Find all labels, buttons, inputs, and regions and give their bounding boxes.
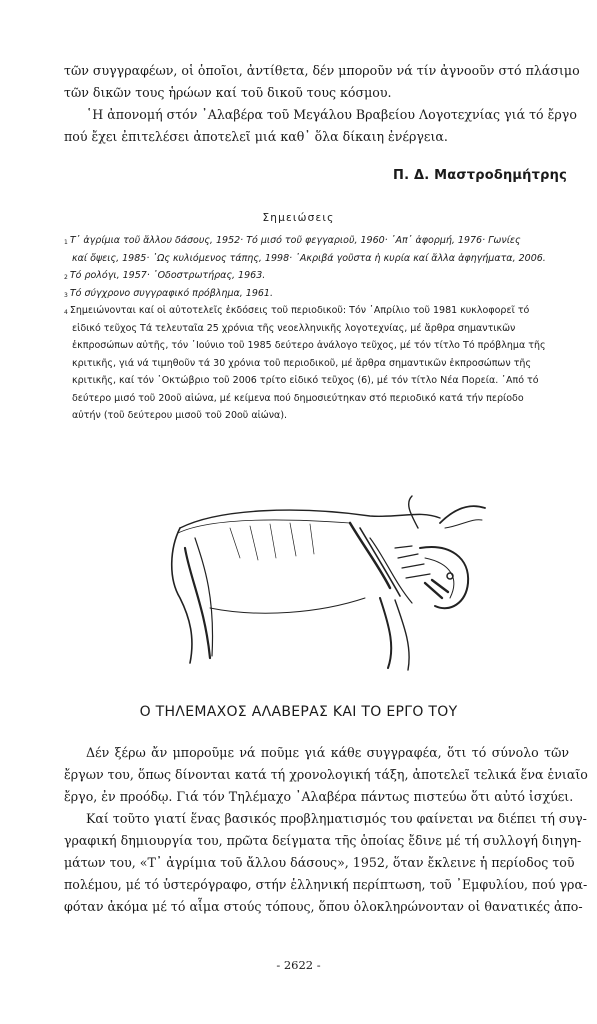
main-paragraph-2 bbox=[64, 808, 588, 918]
page-number: - 2622 - bbox=[276, 958, 321, 972]
footnote-text: Τ᾿ ἀγρίμια τοῦ ἄλλου δάσους, 1952· Τό μισό τοῦ φεγγαριοῦ, 1960· ᾿Απ᾿ ἀφορμή, 1976· Γωνίες bbox=[69, 235, 521, 246]
footnote-text: καί ὄψεις, 1985· ῾Ως κυλιόμενος τάπης, 1998· ᾿Ακριβά γοῦστα ἡ κυρία καί ἄλλα ἀφηγήματα, 2006. bbox=[72, 252, 546, 264]
text-line: τῶν δικῶν τους ἡρώων καί τοῦ δικοῦ τους κόσμου. bbox=[64, 85, 392, 100]
footnote-text: Σημειώνονται καί οἱ αὐτοτελεῖς ἐκδόσεις τοῦ περιοδικοῦ: Τόν ᾿Απρίλιο τοῦ 1981 κυκλοφορεῖ τό bbox=[69, 305, 530, 316]
footnote-line: κριτικῆς, γιά νά τιμηθοῦν τά 30 χρόνια τοῦ περιοδικοῦ, μέ ἄρθρα σημαντικῶν ἐκπροσώπων τῆς bbox=[72, 357, 532, 369]
footnote-number: 1 bbox=[64, 239, 68, 246]
footnote-line: εἰδικό τεῦχος Τά τελευταῖα 25 χρόνια τῆς νεοελληνικῆς λογοτεχνίας, μέ ἄρθρα σημαντικῶν bbox=[72, 322, 516, 334]
footnote-line: δεύτερο μισό τοῦ 20οῦ αἰώνα, μέ κείμενα πού δημοσιεύτηκαν στό περιοδικό κατά τήν περίοδο bbox=[72, 392, 524, 404]
text-line: ἔργο, ἐν προόδῳ. Γιά τόν Τηλέμαχο ᾿Αλαβέρα πάντως πιστεύω ὅτι αὐτό ἰσχύει. bbox=[64, 789, 574, 804]
footnote-text: Τό σύγχρονο συγγραφικό πρόβλημα, 1961. bbox=[69, 287, 273, 299]
footnote-3 bbox=[64, 285, 569, 303]
text-line: Δέν ξέρω ἄν μποροῦμε νά ποῦμε γιά κάθε συγγραφέα, ὅτι τό σύνολο τῶν bbox=[86, 745, 569, 760]
footnote-number: 4 bbox=[64, 309, 68, 316]
text-line: Καί τοῦτο γιατί ἕνας βασικός προβληματισμός του φαίνεται να διέπει τή συγ- bbox=[86, 811, 587, 826]
main-paragraph-1 bbox=[64, 742, 588, 808]
footnote-number: 3 bbox=[64, 291, 68, 299]
text-line: γραφική δημιουργία του, πρῶτα δείγματα τῆς ὁποίας ἔδινε μέ τή συλλογή διηγη- bbox=[64, 833, 582, 848]
text-line: πολέμου, μέ τό ὑστερόγραφο, στήν ἑλληνική περίπτωση, τοῦ ᾿Εμφυλίου, πού γρα- bbox=[64, 877, 588, 892]
footnote-text: Τό ρολόγι, 1957· ῾Οδοστρωτήρας, 1963. bbox=[69, 270, 266, 281]
footnote-number: 2 bbox=[64, 274, 68, 281]
text-line: φόταν ἀκόμα μέ τό αἷμα στούς τόπους, ὅπου ὁλοκληρώνονταν οἱ θανατικές ἀπο- bbox=[64, 899, 583, 914]
footnote-line bbox=[64, 250, 569, 268]
bull-sketch-illustration bbox=[150, 488, 490, 673]
footnote-1 bbox=[64, 232, 569, 250]
text-line: πού ἔχει ἐπιτελέσει ἀποτελεῖ μιά καθ᾿ ὅλα δίκαιη ἐνέργεια. bbox=[64, 129, 448, 144]
text-line: μάτων του, «Τ᾿ ἀγρίμια τοῦ ἄλλου δάσους», 1952, ὅταν ἔκλεινε ἡ περίοδος τοῦ bbox=[64, 855, 575, 870]
notes-heading: Σημειώσεις bbox=[262, 212, 335, 224]
footnote-4 bbox=[64, 302, 569, 320]
footnote-line: κριτικῆς, καί τόν ᾿Οκτώβριο τοῦ 2006 τρίτο εἰδικό τεῦχος (6), μέ τόν τίτλο Νέα Πορεία. ᾿Από τό bbox=[72, 375, 539, 386]
top-paragraph-2 bbox=[64, 104, 577, 148]
text-line: ἔργων του, ὅπως δίνονται κατά τή χρονολογική τάξη, ἀποτελεῖ τελικά ἕνα ἑνιαῖο bbox=[64, 767, 588, 782]
footnote-line: αὐτήν (τοῦ δεύτερου μισοῦ τοῦ 20οῦ αἰώνα). bbox=[72, 410, 288, 421]
footnote-line: ἐκπροσώπων αὐτῆς, τόν ᾿Ιούνιο τοῦ 1985 δεύτερο ἀνάλογο τεῦχος, μέ τόν τίτλο Τό πρόβλημα τῆς bbox=[72, 340, 546, 351]
footnotes bbox=[64, 232, 569, 425]
footnote-2 bbox=[64, 267, 569, 285]
author-signature: Π. Δ. Μαστροδημήτρης bbox=[393, 168, 567, 183]
top-paragraph-1 bbox=[64, 60, 580, 104]
text-line: τῶν συγγραφέων, οἱ ὁποῖοι, ἀντίθετα, δέν μποροῦν νά τίν ἀγνοοῦν στό πλάσιμο bbox=[64, 63, 580, 78]
text-line: ῾Η ἀπονομή στόν ᾿Αλαβέρα τοῦ Μεγάλου Βραβείου Λογοτεχνίας γιά τό ἔργο bbox=[86, 107, 577, 122]
section-title: Ο ΤΗΛΕΜΑΧΟΣ ΑΛΑΒΕΡΑΣ ΚΑΙ ΤΟ ΕΡΓΟ ΤΟΥ bbox=[139, 704, 458, 720]
